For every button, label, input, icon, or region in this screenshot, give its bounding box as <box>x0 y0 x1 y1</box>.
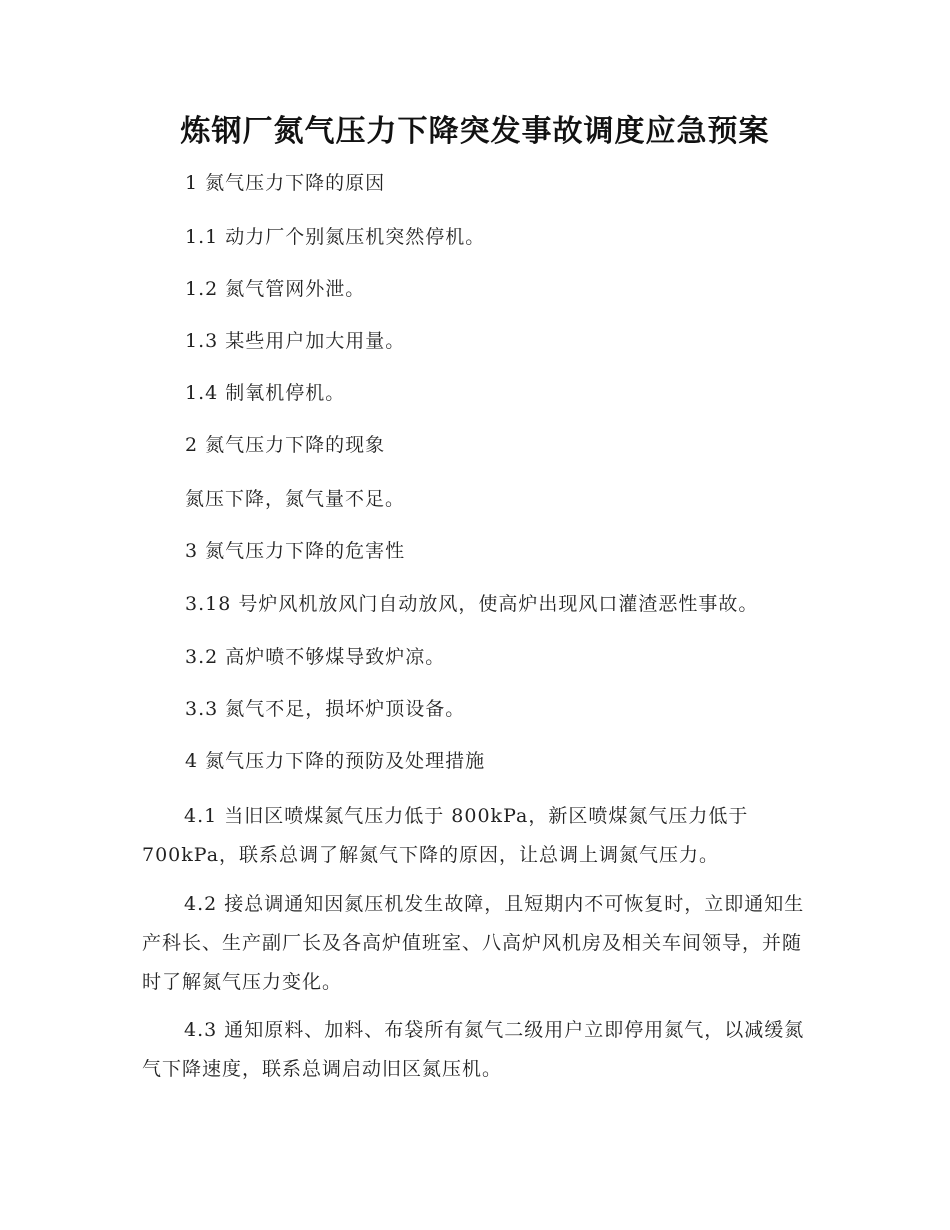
paragraph-4-2: 4.2 接总调通知因氮压机发生故障，且短期内不可恢复时，立即通知生产科长、生产副厂长及各高炉值班室、八高炉风机房及相关车间领导，并随时了解氮气压力变化。 <box>142 893 805 993</box>
item-1-3: 1.3 某些用户加大用量。 <box>185 330 406 352</box>
paragraph-4-1: 4.1 当旧区喷煤氮气压力低于 800kPa，新区喷煤氮气压力低于 700kPa，联系总调了解氮气下降的原因，让总调上调氮气压力。 <box>142 805 749 866</box>
item-3-3: 3.3 氮气不足，损坏炉顶设备。 <box>185 698 466 720</box>
item-3-1: 3.18 号炉风机放风门自动放风，使高炉出现风口灌渣恶性事故。 <box>185 593 759 615</box>
section-heading-4: 4 氮气压力下降的预防及处理措施 <box>185 750 486 772</box>
document-title: 炼钢厂氮气压力下降突发事故调度应急预案 <box>180 114 770 149</box>
item-1-4: 1.4 制氧机停机。 <box>185 382 346 404</box>
item-3-2: 3.2 高炉喷不够煤导致炉凉。 <box>185 646 446 668</box>
item-1-1: 1.1 动力厂个别氮压机突然停机。 <box>185 226 486 248</box>
item-1-2: 1.2 氮气管网外泄。 <box>185 278 366 300</box>
section-heading-3: 3 氮气压力下降的危害性 <box>185 540 406 562</box>
paragraph-4-3: 4.3 通知原料、加料、布袋所有氮气二级用户立即停用氮气，以减缓氮气下降速度，联系总调启动旧区氮压机。 <box>142 1019 805 1080</box>
item-2-text: 氮压下降，氮气量不足。 <box>185 488 406 510</box>
section-heading-1: 1 氮气压力下降的原因 <box>185 172 386 194</box>
section-heading-2: 2 氮气压力下降的现象 <box>185 434 386 456</box>
